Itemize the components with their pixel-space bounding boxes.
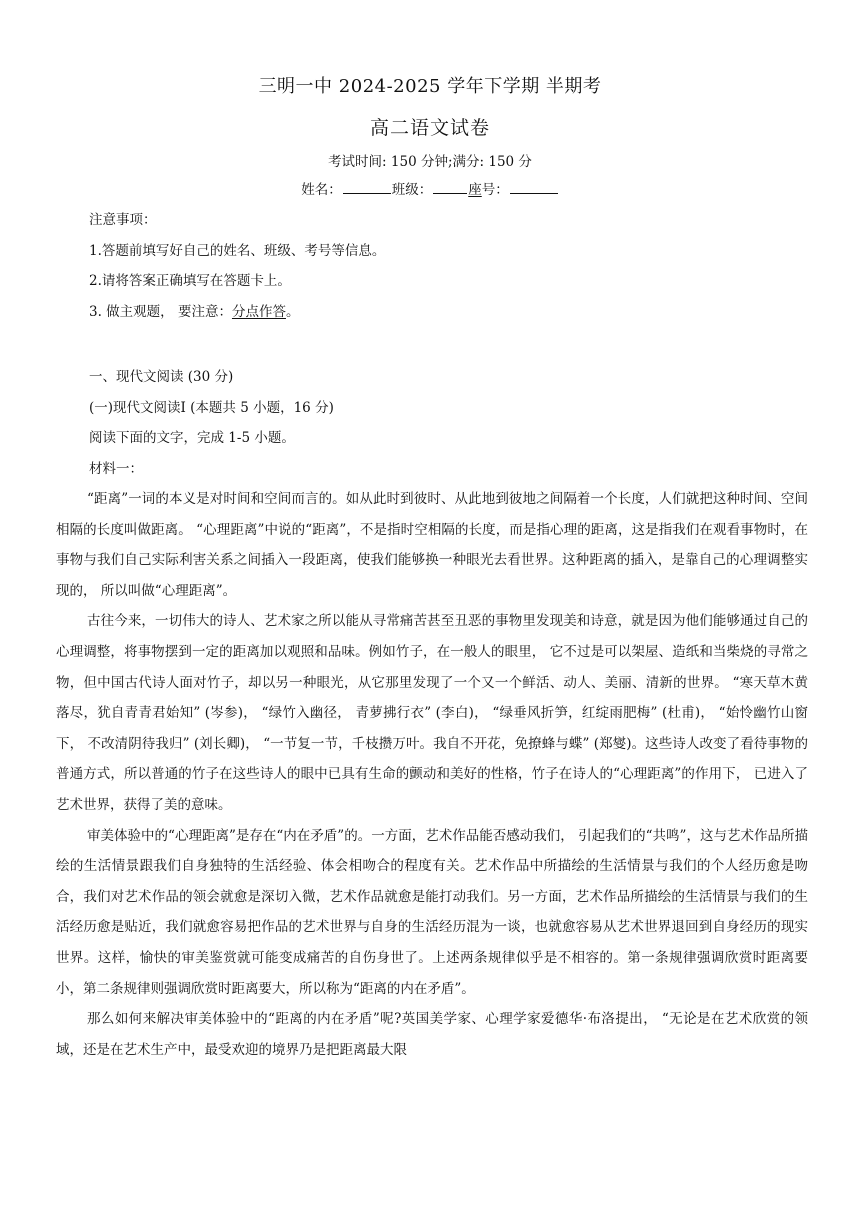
passage-paragraph-1: “距离”一词的本义是对时间和空间而言的。如从此时到彼时、从此地到彼地之间隔着一个长度，人们就把这种时间、空间相隔的长度叫做距离。 “心理距离”中说的“距离”，不是指时空相隔的长度，而是指心理的距离，这是指我们在观看事物时，在事物与我们自己实际利害关系之间插入一段距离，使我们能够换一种眼光去看世界。这种距离的插入，是靠自己的心理调整实现的， 所以叫做“心理距离”。 [56, 491, 808, 599]
note-item-3 [89, 297, 385, 328]
student-info-line [0, 178, 860, 198]
reading-instruction: 阅读下面的文字，完成 1-5 小题。 [89, 430, 295, 447]
reading-passage [56, 484, 808, 1065]
note-item-3-suffix: 。 [285, 303, 300, 320]
name-label: 姓名： [301, 182, 342, 198]
passage-paragraph-4: 那么如何来解决审美体验中的“距离的内在矛盾”呢?英国美学家、心理学家爱德华·布洛提出， “无论是在艺术欣赏的领域，还是在艺术生产中，最受欢迎的境界乃是把距离最大限 [56, 1011, 808, 1058]
passage-paragraph-2: 古往今来，一切伟大的诗人、艺术家之所以能从寻常痛苦甚至丑恶的事物里发现美和诗意，就是因为他们能够通过自己的心理调整，将事物摆到一定的距离加以观照和品味。例如竹子，在一般人的眼里， 它不过是可以架屋、造纸和当柴烧的寻常之物，但中国古代诗人面对竹子，却以另一种眼光，从它那里发现了一个又一个鲜活、动人、美丽、清新的世界。 “寒天草木黄落尽，犹自青青君始知” (岑参)， “绿竹入幽径， 青萝拂行衣” (李白)， “绿垂风折笋，红绽雨肥梅” (杜甫)， “始怜幽竹山窗下， 不改清阴待我归” (刘长卿)， “一节复一节，千枝攒万叶。我自不开花，免撩蜂与蝶” (郑燮)。这些诗人改变了看待事物的普通方式，所以普通的竹子在这些诗人的眼中已具有生命的颤动和美好的性格，竹子在诗人的“心理距离”的作用下， 已进入了艺术世界，获得了美的意味。 [56, 613, 808, 813]
note-item-2: 2.请将答案正确填写在答题卡上。 [89, 273, 291, 290]
school-exam-title: 三明一中 2024-2025 学年下学期 半期考 [258, 76, 602, 97]
name-blank [343, 180, 391, 194]
notes-heading: 注意事项： [89, 212, 157, 228]
passage-paragraph-3: 审美体验中的“心理距离”是存在“内在矛盾”的。一方面，艺术作品能否感动我们， 引起我们的“共鸣”，这与艺术作品所描绘的生活情景跟我们自身独特的生活经验、体会相吻合的程度有关。艺术作品中所描绘的生活情景与我们的个人经历愈是吻合，我们对艺术作品的领会就愈是深切入微，艺术作品就愈是能打动我们。另一方面，艺术作品所描绘的生活情景与我们的生活经历愈是贴近，我们就愈容易把作品的艺术世界与自身的生活经历混为一谈，也就愈容易从艺术世界退回到自身经历的现实世界。这样，愉快的审美鉴赏就可能变成痛苦的自伤身世了。上述两条规律似乎是不相容的。第一条规律强调欣赏时距离要小，第二条规律则强调欣赏时距离要大，所以称为“距离的内在矛盾”。 [56, 827, 808, 997]
note-item-3-emphasis: 分点作答 [231, 303, 286, 320]
seat-label: 号： [481, 182, 509, 198]
sub-section-title: (一)现代文阅读Ⅰ (本题共 5 小题，16 分) [89, 399, 334, 416]
seat-label-underlined: 座 [468, 182, 482, 198]
exam-notes [89, 205, 385, 327]
paper-title: 高二语文试卷 [369, 117, 490, 139]
note-item-1: 1.答题前填写好自己的姓名、班级、考号等信息。 [89, 242, 386, 259]
class-label: 班级： [391, 182, 433, 198]
exam-time-score: 考试时间: 150 分钟;满分: 150 分 [328, 154, 532, 170]
note-item-3-prefix: 3. 做主观题， 要注意： [89, 303, 232, 320]
seat-blank [510, 180, 558, 194]
material-label: 材料一： [89, 460, 143, 477]
part-title: 一、现代文阅读 (30 分) [89, 369, 234, 385]
section-header [89, 362, 334, 484]
class-blank [433, 180, 467, 194]
